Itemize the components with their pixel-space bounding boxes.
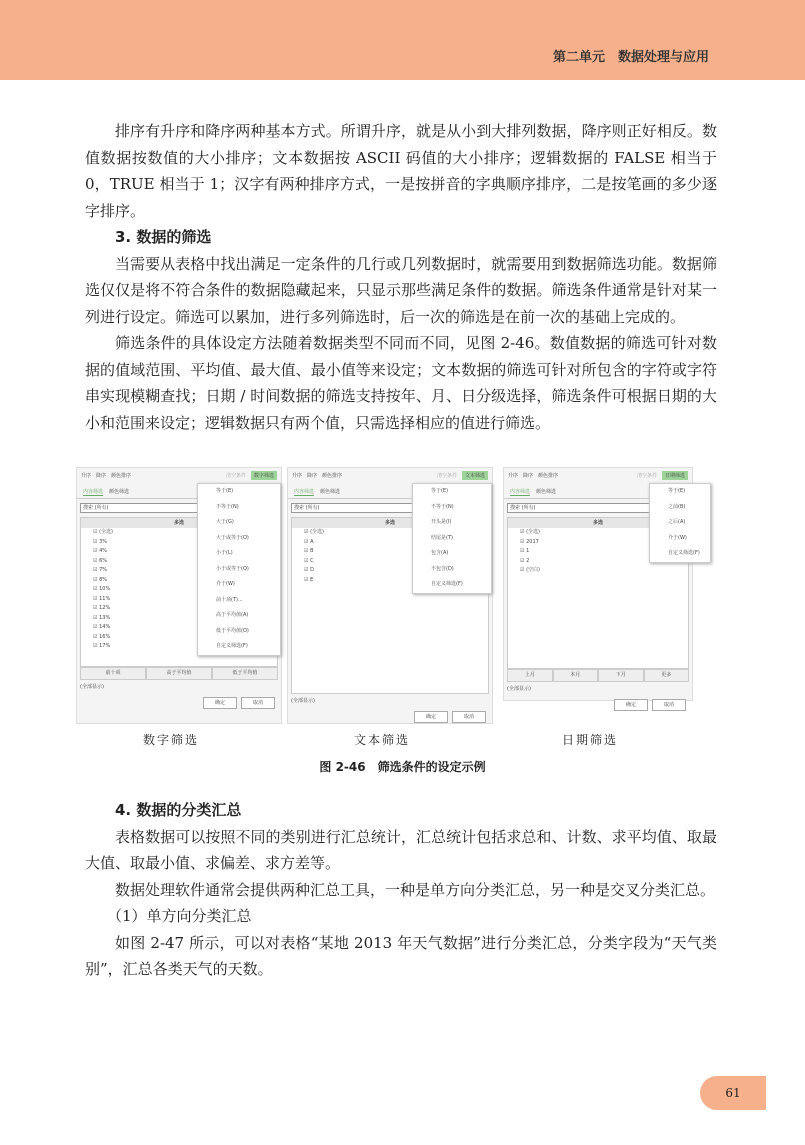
checkbox-item[interactable]: ☑ 14% — [81, 623, 277, 633]
paragraph: 筛选条件的具体设定方法随着数据类型不同而不同，见图 2-46。数值数据的筛选可针对数据的值域范围、平均值、最大值、最小值等来设定；文本数据的筛选可针对所包含的字符或字符串实现模糊查找；日期 / 时间数据的筛选支持按年、月、日分级选择，筛选条件可根据日期的大小和范围来设定；逻辑数据只有两个值，只需选择相应的值进行筛选。 — [85, 334, 717, 432]
checkbox-item[interactable]: ☑ (全选) — [81, 528, 277, 538]
checkbox-item[interactable]: ☑ 6% — [81, 557, 277, 567]
checkbox-item[interactable]: ☑ 2017 — [508, 538, 688, 548]
sort-desc-button[interactable]: 降序 — [523, 472, 534, 479]
ok-button[interactable]: 确定 — [414, 711, 448, 723]
checkbox-item[interactable]: ☑ 8% — [81, 576, 277, 586]
quick-filter-button[interactable]: 高于平均值 — [146, 667, 212, 680]
paragraph: 排序有升序和降序两种基本方式。所谓升序，就是从小到大排列数据，降序则正好相反。数值数据按数值的大小排序；文本数据按 ASCII 码值的大小排序；逻辑数据的 FALSE 相当于 0，TRUE 相当于 1；汉字有两种排序方式，一是按拼音的字典顺序排序，二是按笔画的多少逐字排序。 — [85, 122, 717, 220]
quick-filter-button[interactable]: 下月 — [598, 669, 644, 682]
quick-filter-button[interactable]: 上月 — [507, 669, 553, 682]
menu-item[interactable]: 自定义筛选(F) — [431, 581, 463, 587]
checkbox-item[interactable]: ☑ 3% — [81, 538, 277, 548]
checkbox-item[interactable]: ☑ 4% — [81, 547, 277, 557]
checkbox-item[interactable]: ☑ 1 — [508, 547, 688, 557]
sort-desc-button[interactable]: 降序 — [96, 472, 107, 479]
multi-select-header: 多选 — [81, 518, 277, 528]
menu-item[interactable]: 等于(E) — [216, 488, 234, 494]
text-filter-screenshot — [287, 467, 493, 724]
menu-item[interactable]: 大于(G) — [216, 519, 234, 525]
date-filter-menu — [649, 483, 711, 563]
checkbox-item[interactable]: ☑ (全选) — [508, 528, 688, 538]
menu-item[interactable]: 等于(E) — [668, 488, 686, 494]
text-block-top — [85, 118, 717, 436]
quick-filter-button[interactable]: 更多 — [644, 669, 690, 682]
date-filter-button[interactable]: 日期筛选 — [662, 471, 688, 480]
paragraph: 表格数据可以按照不同的类别进行汇总统计，汇总统计包括求总和、计数、求平均值、取最大值、取最小值、求偏差、求方差等。 — [85, 827, 717, 872]
text-filter-button[interactable]: 文本筛选 — [462, 471, 488, 480]
checkbox-item[interactable]: ☑ B — [292, 547, 488, 557]
checkbox-item[interactable]: ☑ 16% — [81, 633, 277, 643]
text-filter-menu — [412, 483, 492, 594]
menu-item[interactable]: 之后(A) — [668, 519, 686, 525]
number-filter-screenshot — [76, 467, 282, 724]
menu-item[interactable]: 介于(W) — [216, 581, 235, 587]
section-heading: 4. 数据的分类汇总 — [115, 801, 242, 819]
tab-color-filter[interactable]: 颜色筛选 — [536, 489, 557, 495]
cancel-button[interactable]: 取消 — [241, 697, 275, 709]
tab-color-filter[interactable]: 颜色筛选 — [109, 489, 130, 495]
date-filter-screenshot — [503, 467, 700, 708]
menu-item[interactable]: 小于(L) — [216, 550, 233, 556]
tab-color-filter[interactable]: 颜色筛选 — [320, 489, 341, 495]
sub-heading: （1）单方向分类汇总 — [107, 907, 252, 925]
menu-item[interactable]: 等于(E) — [431, 488, 449, 494]
cancel-button[interactable]: 取消 — [652, 699, 686, 711]
ok-button[interactable]: 确定 — [614, 699, 648, 711]
number-filter-menu — [197, 483, 281, 656]
search-input[interactable]: 搜索 (所有) — [291, 503, 489, 513]
clear-button[interactable]: 清空条件 — [436, 472, 457, 479]
menu-item[interactable]: 高于平均值(A) — [216, 612, 249, 618]
multi-select-header: 多选 — [508, 518, 688, 528]
checkbox-item[interactable]: ☑ (空白) — [508, 566, 688, 576]
menu-item[interactable]: 包含(A) — [431, 550, 449, 556]
search-input[interactable]: 搜索 (所有) — [80, 503, 278, 513]
screenshot-caption: 文本筛选 — [354, 733, 411, 747]
paragraph: 数据处理软件通常会提供两种汇总工具，一种是单方向分类汇总，另一种是交叉分类汇总。 — [115, 880, 716, 899]
checkbox-item[interactable]: ☑ D — [292, 566, 488, 576]
tab-content-filter[interactable]: 内容筛选 — [294, 489, 315, 495]
menu-item[interactable]: 低于平均值(O) — [216, 627, 249, 634]
menu-item[interactable]: 介于(W) — [668, 534, 687, 541]
checkbox-item[interactable]: ☑ E — [292, 576, 488, 586]
paragraph: 当需要从表格中找出满足一定条件的几行或几列数据时，就需要用到数据筛选功能。数据筛选仅仅是将不符合条件的数据隐藏起来，只显示那些满足条件的数据。筛选条件通常是针对某一列进行设定。筛选可以累加，进行多列筛选时，后一次的筛选是在前一次的基础上完成的。 — [85, 254, 717, 326]
show-all-label: (全部显示) — [507, 686, 531, 692]
menu-item[interactable]: 大于或等于(O) — [216, 534, 249, 541]
screenshot-caption: 数字筛选 — [143, 733, 200, 747]
paragraph: 如图 2-47 所示，可以对表格“某地 2013 年天气数据”进行分类汇总，分类字段为“天气类别”，汇总各类天气的天数。 — [85, 933, 717, 978]
menu-item[interactable]: 自定义筛选(F) — [668, 550, 700, 556]
checkbox-item[interactable]: ☑ 2 — [508, 557, 688, 567]
section-heading: 3. 数据的筛选 — [115, 228, 212, 246]
checkbox-item[interactable]: ☑ (全选) — [292, 528, 488, 538]
menu-item[interactable]: 前十项(T)... — [216, 596, 243, 603]
menu-item[interactable]: 不等于(N) — [431, 503, 454, 510]
ok-button[interactable]: 确定 — [203, 697, 237, 709]
quick-filter-button[interactable]: 前十项 — [80, 667, 146, 680]
tab-content-filter[interactable]: 内容筛选 — [83, 489, 104, 495]
show-all-label: (全部显示) — [291, 698, 315, 704]
menu-item[interactable]: 之前(B) — [668, 503, 686, 510]
sort-asc-button[interactable]: 升序 — [81, 472, 92, 479]
search-input[interactable]: 搜索 (所有) — [507, 503, 689, 513]
tab-content-filter[interactable]: 内容筛选 — [510, 489, 531, 495]
color-sort-button[interactable]: 颜色排序 — [322, 472, 343, 479]
page-number: 61 — [700, 1076, 766, 1110]
menu-item[interactable]: 自定义筛选(F) — [216, 643, 248, 649]
text-block-bottom — [85, 797, 717, 983]
quick-filter-button[interactable]: 本月 — [553, 669, 599, 682]
cancel-button[interactable]: 取消 — [452, 711, 486, 723]
clear-button[interactable]: 清空条件 — [225, 472, 246, 479]
sort-asc-button[interactable]: 升序 — [508, 472, 519, 479]
multi-select-header: 多选 — [292, 518, 488, 528]
menu-item[interactable]: 不包含(D) — [431, 565, 454, 572]
menu-item[interactable]: 小于或等于(Q) — [216, 565, 249, 572]
number-filter-button[interactable]: 数字筛选 — [251, 471, 277, 480]
color-sort-button[interactable]: 颜色排序 — [538, 472, 559, 479]
checkbox-item[interactable]: ☑ C — [292, 557, 488, 567]
clear-button[interactable]: 清空条件 — [636, 472, 657, 479]
menu-item[interactable]: 开头是(I) — [431, 519, 452, 525]
screenshot-caption: 日期筛选 — [562, 733, 619, 747]
menu-item[interactable]: 结尾是(T) — [431, 534, 453, 541]
sort-desc-button[interactable]: 降序 — [307, 472, 318, 479]
unit-title: 第二单元 数据处理与应用 — [552, 50, 709, 65]
checkbox-item[interactable]: ☑ 12% — [81, 604, 277, 614]
checkbox-item[interactable]: ☑ 11% — [81, 595, 277, 605]
figure-caption: 图 2-46 筛选条件的设定示例 — [319, 760, 486, 774]
page-header — [0, 0, 805, 80]
color-sort-button[interactable]: 颜色排序 — [111, 472, 132, 479]
show-all-label: (全部显示) — [80, 684, 104, 690]
checkbox-item[interactable]: ☑ 10% — [81, 585, 277, 595]
checkbox-item[interactable]: ☑ A — [292, 538, 488, 548]
checkbox-item[interactable]: ☑ 17% — [81, 642, 277, 652]
quick-filter-button[interactable]: 低于平均值 — [212, 667, 278, 680]
sort-asc-button[interactable]: 升序 — [292, 472, 303, 479]
checkbox-item[interactable]: ☑ 7% — [81, 566, 277, 576]
menu-item[interactable]: 不等于(N) — [216, 503, 239, 510]
checkbox-item[interactable]: ☑ 13% — [81, 614, 277, 624]
